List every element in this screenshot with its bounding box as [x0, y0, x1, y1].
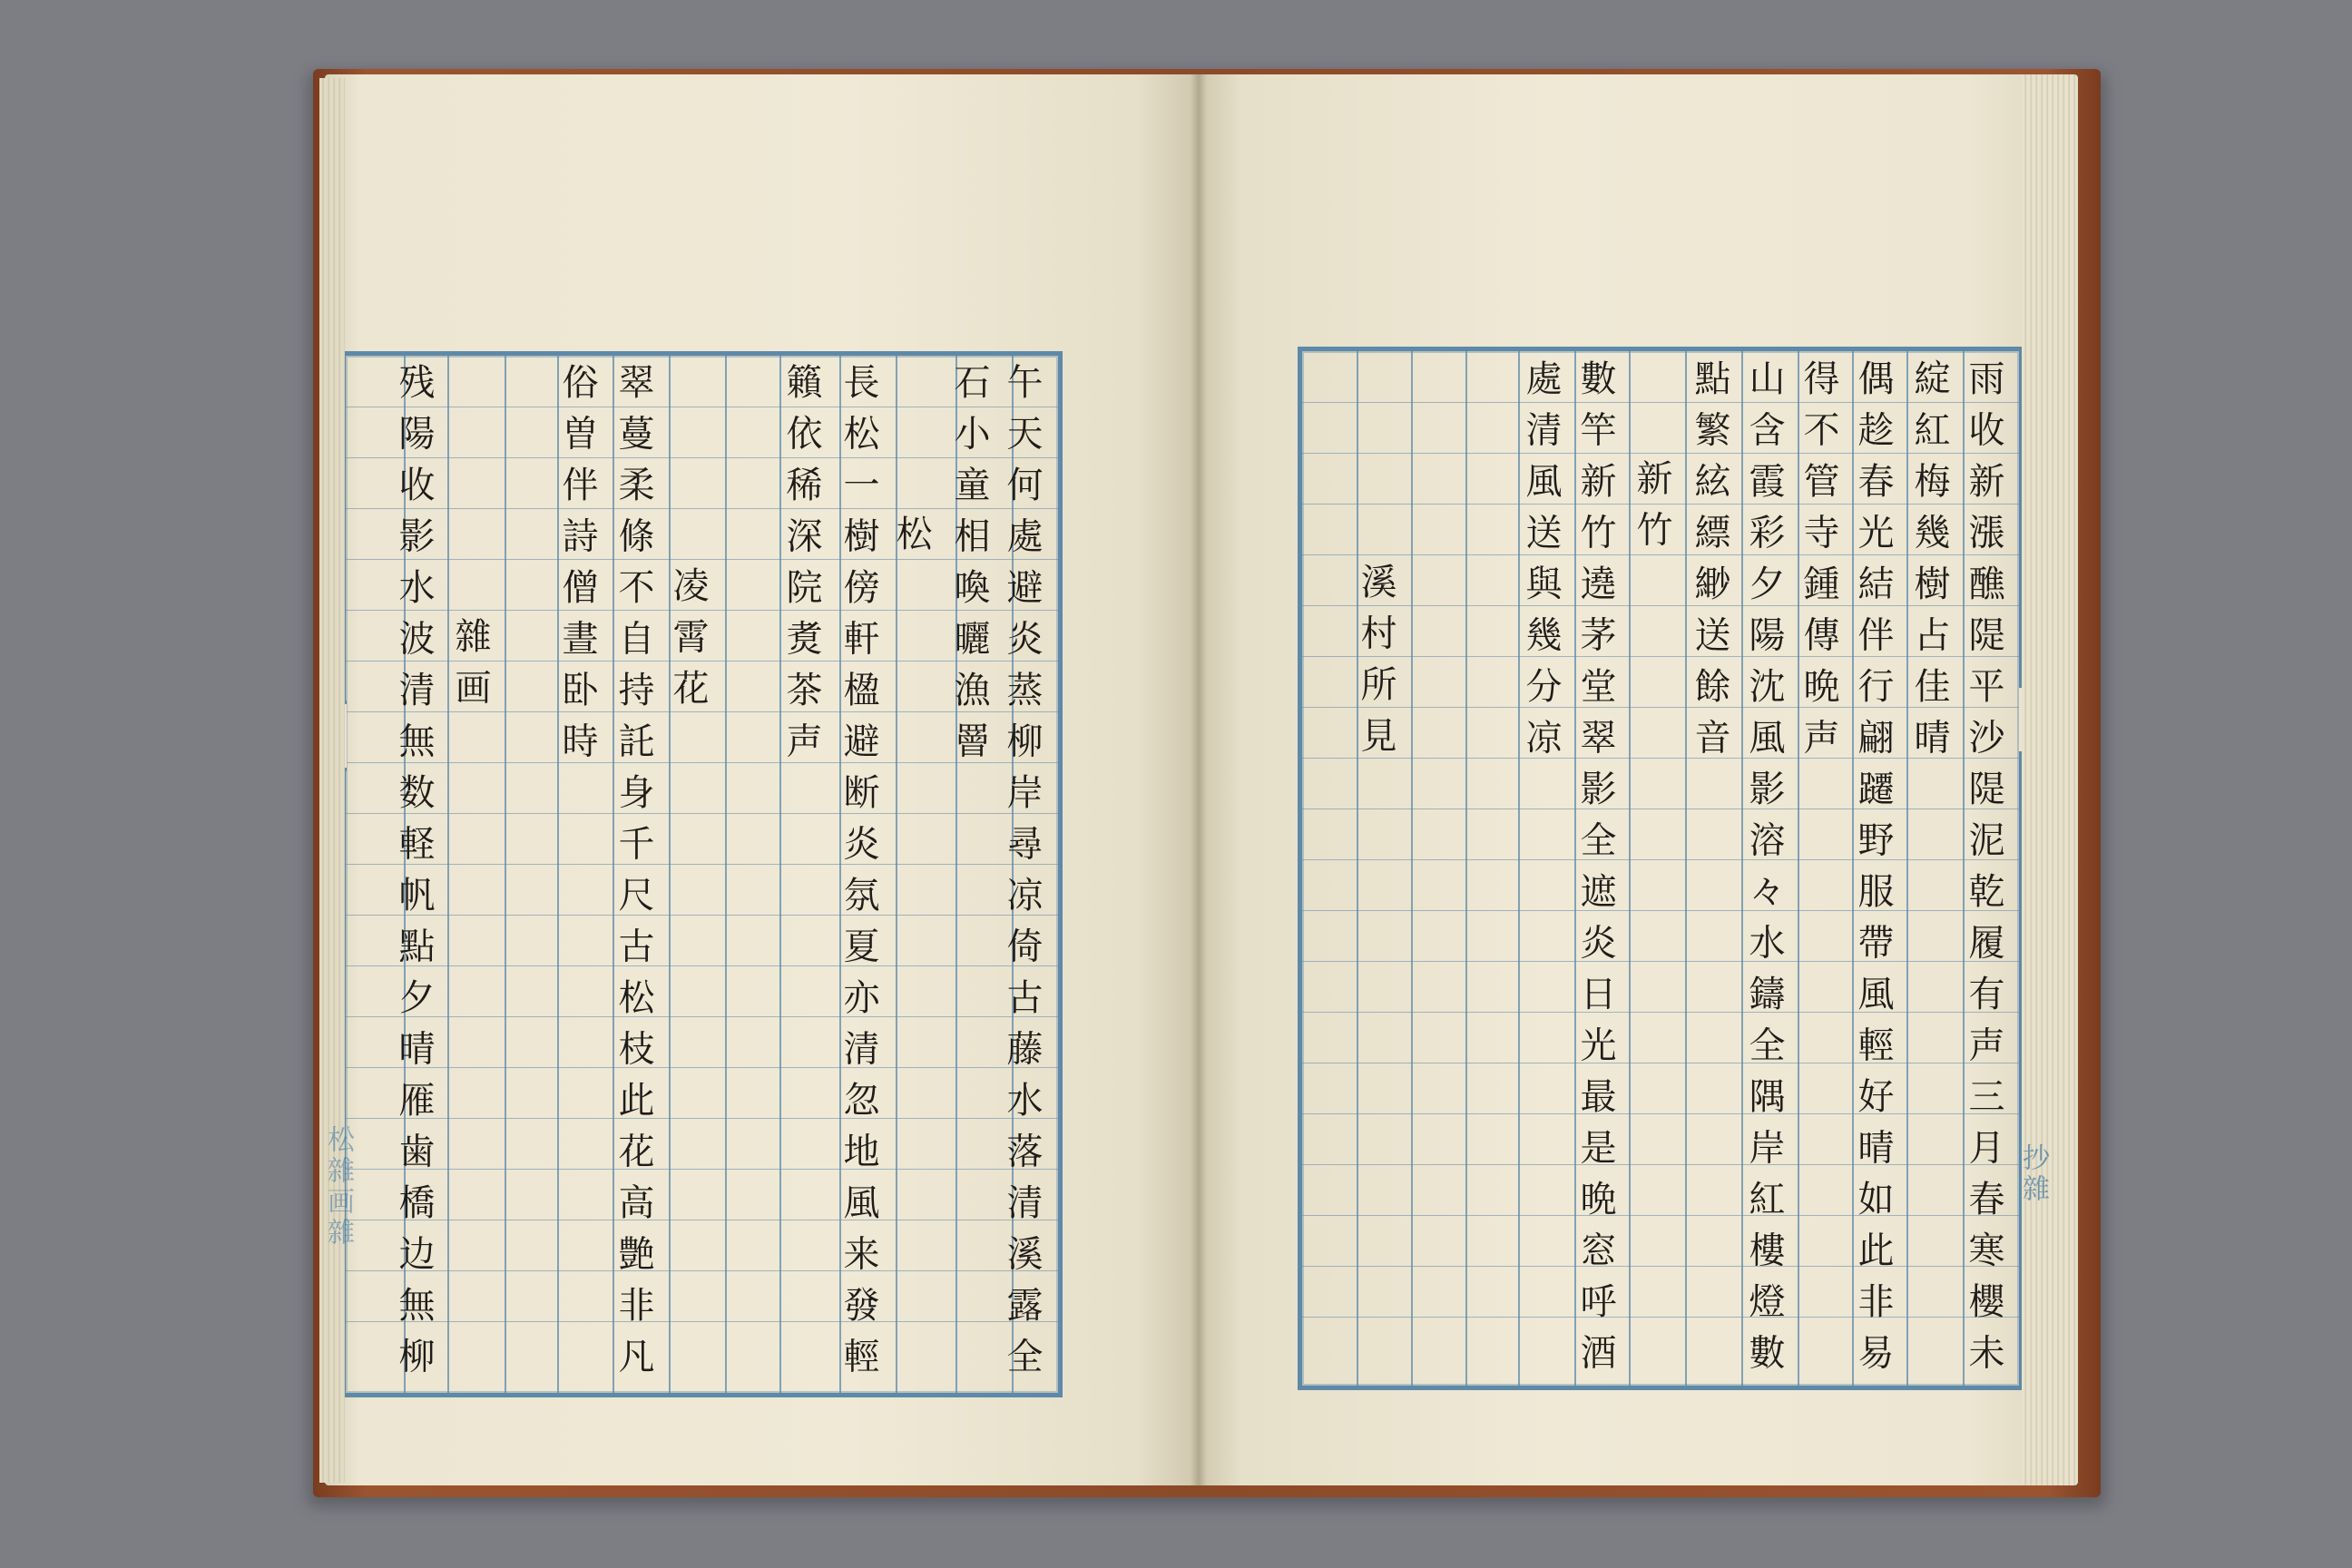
right-edge-label: 抄雜	[2017, 1143, 2049, 1205]
left-heading-trumpet-creeper: 凌霄花	[667, 566, 709, 720]
left-line-5: 翠蔓柔條不自持託身千尺古松枝此花高艶非凡	[612, 363, 654, 1388]
right-line-1: 雨收新漲醮隄平沙隄泥乾履有声三月春寒櫻未	[1963, 359, 2004, 1385]
right-line-7: 數竿新竹遶茅堂翠影全遮炎日光最是晩窓呼酒	[1574, 359, 1616, 1385]
book-gutter	[1191, 74, 1207, 1485]
right-line-6: 點繁絃縹緲送餘音	[1689, 359, 1730, 769]
left-page-edges	[319, 78, 345, 1483]
right-line-5: 山含霞彩夕陽沈風影溶々水鑄全隅岸紅樓燈數	[1743, 359, 1785, 1385]
left-heading-pine: 松	[890, 514, 932, 566]
left-cover-edge-label: 松雜画雜	[322, 1125, 354, 1249]
right-line-8: 處清風送與幾分凉	[1520, 359, 1562, 769]
left-line-2: 石小童相喚曬漁罾	[948, 363, 990, 773]
right-heading-new-bamboo: 新竹	[1631, 459, 1672, 562]
left-line-3: 長松一樹傍軒楹避断炎氛夏亦清忽地風来發輕	[838, 363, 879, 1388]
right-line-4: 得不管寺鍾傳晩声	[1798, 359, 1839, 769]
right-line-2: 綻紅梅幾樹占佳晴	[1908, 359, 1950, 769]
left-heading-miscellaneous: 雜画	[449, 617, 491, 720]
left-page	[325, 74, 1198, 1485]
right-line-9: 溪村所見	[1355, 563, 1396, 768]
left-line-6: 俗曽伴詩僧晝卧時	[556, 363, 598, 773]
left-line-7: 残陽收影水波清無数軽帆點夕晴雁歯橋边無柳	[393, 363, 435, 1388]
left-line-1: 午天何處避炎蒸柳岸尋凉倚古藤水落清溪露全	[1001, 363, 1043, 1388]
right-page	[1198, 74, 2073, 1485]
left-line-4: 籟依稀深院煑茶声	[780, 363, 822, 773]
right-line-3: 偶趁春光結伴行翩躚野服帶風輕好晴如此非易	[1852, 359, 1894, 1385]
right-page-edges	[2022, 74, 2078, 1485]
